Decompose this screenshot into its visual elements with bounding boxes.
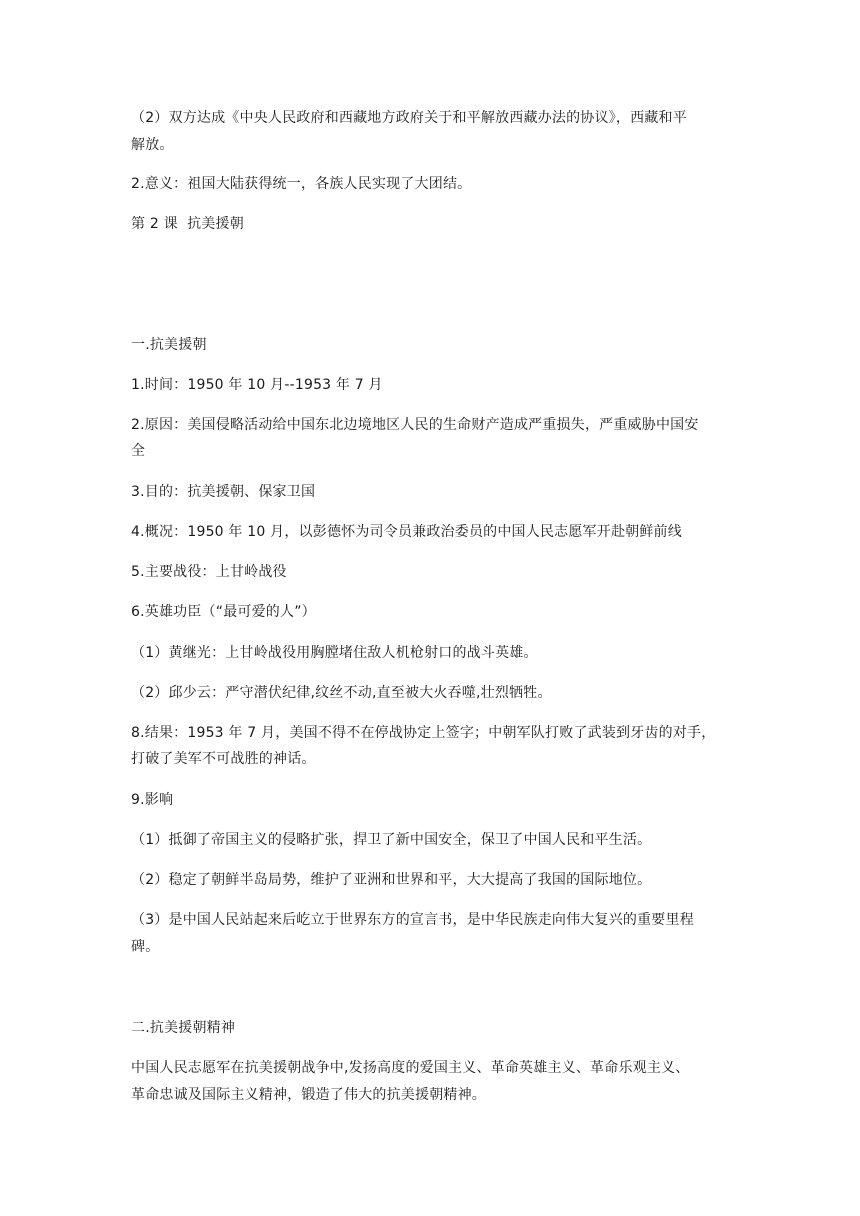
text-line: 全: [131, 443, 146, 459]
text-line: 解放。: [131, 137, 174, 153]
text-line: （2）双方达成《中央人民政府和西藏地方政府关于和平解放西藏办法的协议》，西藏和平: [131, 110, 687, 126]
text-line: （1）黄继光：上甘岭战役用胸膛堵住敌人机枪射口的战斗英雄。: [131, 645, 538, 661]
text-line: （2）邱少云：严守潜伏纪律,纹丝不动,直至被大火吞噬,壮烈牺牲。: [131, 685, 552, 701]
text-line: 8.结果：1953 年 7 月，美国不得不在停战协定上签字；中朝军队打败了武装到牙齿的对手，: [131, 725, 716, 741]
text-line: 4.概况：1950 年 10 月，以彭德怀为司令员兼政治委员的中国人民志愿军开赴朝鲜前线: [131, 524, 682, 540]
text-line: 打破了美军不可战胜的神话。: [131, 751, 316, 767]
text-line: 中国人民志愿军在抗美援朝战争中,发扬高度的爱国主义、革命英雄主义、革命乐观主义、: [131, 1060, 690, 1076]
lesson-title: 第 2 课 抗美援朝: [131, 216, 244, 232]
text-line: 2.原因：美国侵略活动给中国东北边境地区人民的生命财产造成严重损失，严重威胁中国安: [131, 417, 699, 433]
text-line: （2）稳定了朝鲜半岛局势，维护了亚洲和世界和平，大大提高了我国的国际地位。: [131, 872, 652, 888]
text-line: 9.影响: [131, 792, 174, 808]
text-line: 6.英雄功臣（“最可爱的人”）: [131, 604, 316, 620]
text-line: （1）抵御了帝国主义的侵略扩张，捍卫了新中国安全，保卫了中国人民和平生活。: [131, 832, 652, 848]
text-line: 革命忠诚及国际主义精神，锻造了伟大的抗美援朝精神。: [131, 1087, 486, 1103]
text-line: 1.时间：1950 年 10 月--1953 年 7 月: [131, 377, 383, 393]
section-heading: 一.抗美援朝: [131, 337, 207, 353]
text-line: 3.目的：抗美援朝、保家卫国: [131, 484, 316, 500]
text-line: （3）是中国人民站起来后屹立于世界东方的宣言书，是中华民族走向伟大复兴的重要里程: [131, 912, 694, 928]
section-heading: 二.抗美援朝精神: [131, 1020, 236, 1036]
text-line: 5.主要战役：上甘岭战役: [131, 564, 287, 580]
text-line: 碑。: [131, 939, 160, 955]
text-line: 2.意义：祖国大陆获得统一，各族人民实现了大团结。: [131, 176, 472, 192]
